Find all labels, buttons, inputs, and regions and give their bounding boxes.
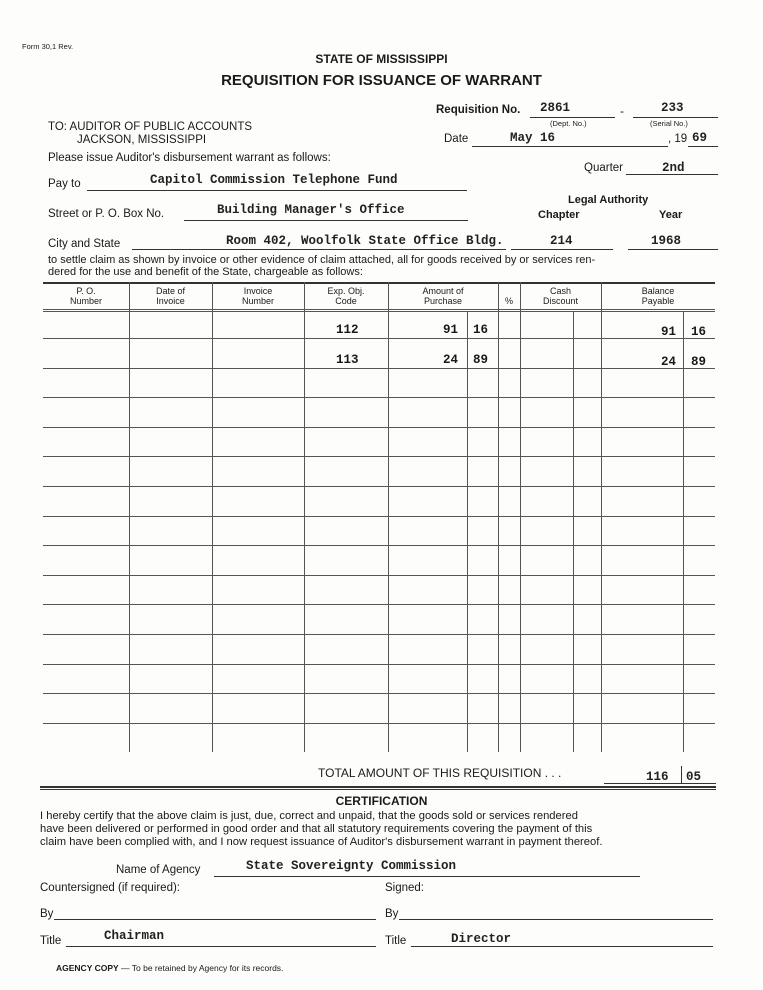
table-rule	[43, 368, 715, 369]
table-rule	[43, 456, 715, 457]
table-rule	[43, 486, 715, 487]
table-rule	[43, 397, 715, 398]
table-rule	[43, 693, 715, 694]
table-rule	[43, 604, 715, 605]
agency-copy-note: AGENCY COPY — To be retained by Agency for its records.	[56, 963, 284, 973]
col-exp-obj-code: Exp. Obj. Code	[327, 286, 365, 306]
dept-no-caption: (Dept. No.)	[550, 119, 587, 128]
date-label: Date	[444, 133, 469, 145]
form-number: Form 30,1 Rev.	[22, 42, 74, 51]
col-cash-discount: Cash Discount	[542, 286, 578, 306]
total-label: TOTAL AMOUNT OF THIS REQUISITION . . .	[318, 766, 562, 780]
year-value: 69	[692, 131, 708, 145]
total-dollars: 116	[646, 770, 669, 784]
table-rule	[43, 634, 715, 635]
table-rule	[43, 427, 715, 428]
col-amount-of-purchase: Amount of Purchase	[422, 286, 464, 306]
row1-code: 112	[336, 323, 359, 337]
requisition-label: Requisition No.	[436, 104, 521, 116]
settle-text-line1: to settle claim as shown by invoice or other evidence of claim attached, all for goods received by or services ren-	[48, 254, 596, 266]
chapter-value: 214	[550, 234, 573, 248]
signed-label: Signed:	[385, 882, 425, 894]
table-rule	[43, 664, 715, 665]
title-label-right: Title	[385, 935, 407, 947]
certification-title: CERTIFICATION	[335, 794, 428, 808]
table-rule	[43, 338, 715, 339]
table-rule	[43, 545, 715, 546]
table-rule	[43, 723, 715, 724]
by-label-left: By	[40, 908, 54, 920]
city-value: Room 402, Woolfolk State Office Bldg.	[226, 234, 504, 248]
title-value-right: Director	[451, 932, 512, 946]
pay-to-label: Pay to	[48, 178, 81, 190]
countersigned-label: Countersigned (if required):	[40, 882, 180, 894]
col-invoice-number: Invoice Number	[241, 286, 274, 306]
dept-number: 2861	[540, 101, 571, 115]
row1-balance-cents: 16	[691, 325, 707, 339]
serial-number: 233	[661, 101, 684, 115]
date-value: May 16	[510, 131, 556, 145]
col-po-number: P. O. Number	[69, 286, 102, 306]
row2-balance-cents: 89	[691, 355, 707, 369]
certification-line1: I hereby certify that the above claim is just, due, correct and unpaid, that the goods sold or services rendered	[40, 810, 578, 822]
to-auditor: TO: AUDITOR OF PUBLIC ACCOUNTS	[48, 121, 253, 133]
table-rule	[43, 575, 715, 576]
year-prefix: , 19	[668, 133, 688, 145]
row1-amount-dollars: 91	[443, 323, 459, 337]
claims-table	[43, 282, 715, 752]
legal-authority-label: Legal Authority	[568, 194, 649, 206]
agency-value: State Sovereignty Commission	[246, 859, 457, 873]
agency-label: Name of Agency	[116, 864, 201, 876]
quarter-value: 2nd	[662, 161, 685, 175]
settle-text-line2: dered for the use and benefit of the State, chargeable as follows:	[48, 266, 363, 278]
to-city: JACKSON, MISSISSIPPI	[77, 134, 207, 146]
certification-line3: claim have been complied with, and I now request issuance of Auditor's disbursement warrant in payment thereof.	[40, 836, 603, 848]
requisition-dash: -	[620, 104, 624, 118]
state-heading: STATE OF MISSISSIPPI	[315, 52, 448, 66]
issue-instruction: Please issue Auditor's disbursement warrant as follows:	[48, 152, 331, 164]
col-balance-payable: Balance Payable	[641, 286, 675, 306]
row2-amount-dollars: 24	[443, 353, 459, 367]
street-value: Building Manager's Office	[217, 203, 405, 217]
pay-to-value: Capitol Commission Telephone Fund	[150, 173, 398, 187]
chapter-label: Chapter	[538, 209, 580, 221]
city-label: City and State	[48, 238, 121, 250]
row2-amount-cents: 89	[473, 353, 489, 367]
year-label: Year	[659, 209, 683, 221]
row1-balance-dollars: 91	[661, 325, 677, 339]
street-label: Street or P. O. Box No.	[48, 208, 165, 220]
serial-no-caption: (Serial No.)	[650, 119, 688, 128]
col-date-of-invoice: Date of Invoice	[155, 286, 186, 306]
quarter-label: Quarter	[584, 162, 623, 174]
row1-amount-cents: 16	[473, 323, 489, 337]
title-label-left: Title	[40, 935, 62, 947]
title-value-left: Chairman	[104, 929, 165, 943]
by-label-right: By	[385, 908, 399, 920]
table-rule	[43, 516, 715, 517]
total-cents: 05	[686, 770, 702, 784]
row2-code: 113	[336, 353, 359, 367]
row2-balance-dollars: 24	[661, 355, 677, 369]
form-title: REQUISITION FOR ISSUANCE OF WARRANT	[221, 72, 542, 89]
col-percent: %	[504, 296, 513, 306]
certification-line2: have been delivered or performed in good order and that all statutory requirements covering the payment of this	[40, 823, 593, 835]
year-authority-value: 1968	[651, 234, 682, 248]
